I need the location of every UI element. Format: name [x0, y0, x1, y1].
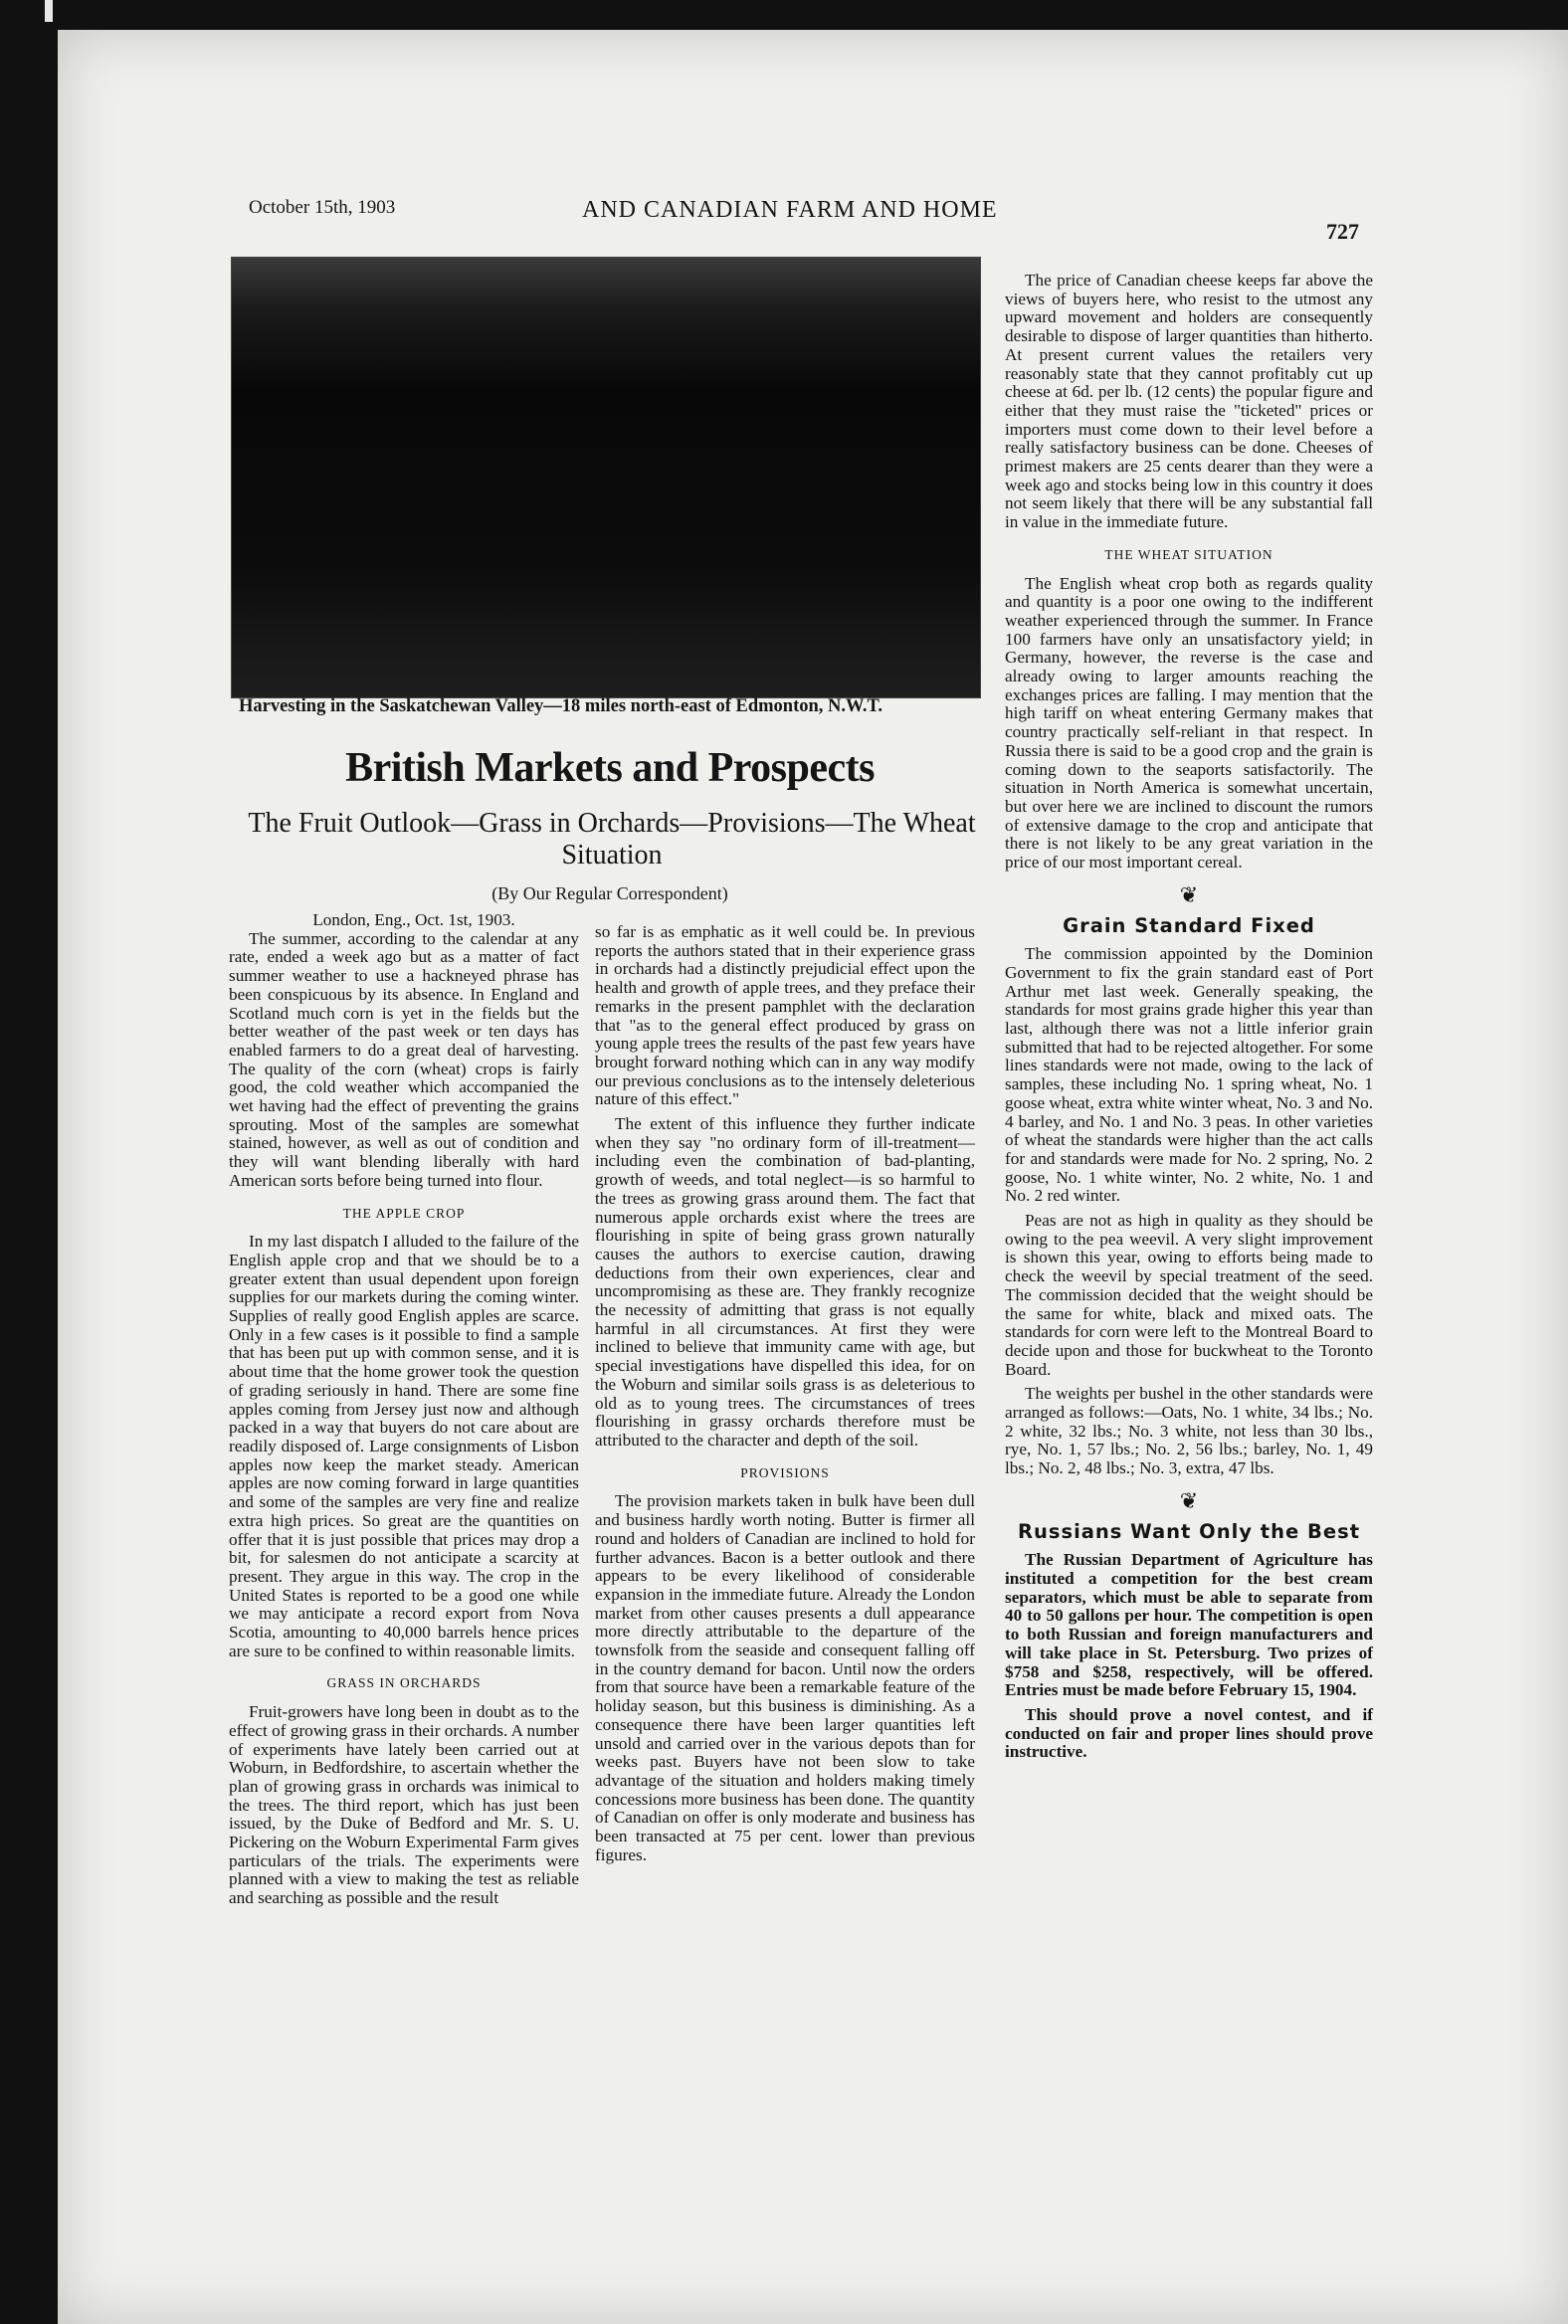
- grain-paragraph-3: The weights per bushel in the other standards were arranged as follows:—Oats, No. 1 white, 34 lbs.; No. 2 white, 32 lbs.; No. 3 white, not less than 30 lbs., rye, No. 1, 57 lbs.; No. 2, 56 lbs.; barley, No. 1, 49 lbs.; No. 2, 48 lbs.; No. 3, extra, 47 lbs.: [1005, 1384, 1373, 1478]
- journal-title: AND CANADIAN FARM AND HOME: [582, 197, 998, 223]
- russians-paragraph-2: This should prove a novel contest, and if conducted on fair and proper lines should prove instructive.: [1005, 1704, 1373, 1762]
- ornament-leaf-2: ❦: [1179, 1487, 1199, 1513]
- grass-heading: GRASS IN ORCHARDS: [326, 1675, 482, 1691]
- article-title: British Markets and Prospects: [345, 745, 875, 791]
- article-dateline: London, Eng., Oct. 1st, 1903.: [312, 910, 515, 929]
- apple-crop-paragraph: In my last dispatch I alluded to the failure of the English apple crop and that we should be to a greater extent than usual dependent upon foreign supplies for our markets during the coming winter. Supplies of really good English apples are scarce. Only in a few cases is it possible to find a sample that has been put up with common sense, and it is about time that the home grower took the question of grading seriously in hand. There are some fine apples coming from Jersey just now and although packed in a way that buyers do not care about are readily disposed of. Large consignments of Lisbon apples now keep the market steady. American apples are now coming forward in large quantities and some of the samples are very fine and realize extra high prices. So great are the quantities on offer that it is just possible that prices may drop a bit, for salesmen do not anticipate a scarcity at present. They argue in this way. The crop in the United States is reported to be a good one while we may anticipate a record export from Nova Scotia, amounting to 40,000 barrels hence prices are sure to be confined to within reasonable limits.: [229, 1232, 579, 1660]
- issue-date: October 15th, 1903: [249, 197, 396, 218]
- cheese-paragraph: The price of Canadian cheese keeps far above the views of buyers here, who resist to the utmost any upward movement and holders are consequently desirable to dispose of larger quantities than hitherto. At present current values the retailers very reasonably state that they cannot profitably cut up cheese at 6d. per lb. (12 cents) the popular figure and either that they must raise the "ticketed" prices or importers must come down to their level before a really satisfactory business can be done. Cheeses of primest makers are 25 cents dearer than they were a week ago and stocks being low in this country it does not seem likely that there will be any substantial fall in value in the immediate future.: [1005, 271, 1373, 532]
- grass-paragraph-continued: so far is as emphatic as it well could be. In previous reports the authors stated that in their experience grass in orchards had a distinctly prejudicial effect upon the health and growth of apple trees, and they preface their remarks in the present pamphlet with the declaration that "as to the general effect produced by grass on young apple trees the results of the past few years have brought forward nothing which can in any way modify our previous conclusions as to the intensely deleterious nature of this effect.": [595, 922, 975, 1109]
- russians-heading: Russians Want Only the Best: [1017, 1519, 1361, 1543]
- wheat-heading: THE WHEAT SITUATION: [1104, 546, 1274, 562]
- wheat-paragraph: The English wheat crop both as regards quality and quantity is a poor one owing to the indifferent weather experienced through the summer. In France 100 farmers have only an unsatisfactory yield; in Germany, however, the reverse is the case and already owing to larger amounts reaching the exchanges prices are falling. I may mention that the high tariff on wheat entering Germany makes that country practically self-reliant in that respect. In Russia there is said to be a good crop and the grain is coming down to the seaports satisfactorily. The situation in North America is somewhat uncertain, but over here we are inclined to discount the rumors of extensive damage to the crop and anticipate that there is not likely to be any great variation in the price of our most important cereal.: [1005, 573, 1373, 872]
- column-2: [595, 923, 975, 1864]
- russians-paragraph-1: The Russian Department of Agriculture has instituted a competition for the best cream separators, which must be able to separate from 40 to 50 gallons per hour. The competition is open to both Russian and foreign manufacturers and will take place in St. Petersburg. Two prizes of $758 and $258, respectively, will be offered. Entries must be made before February 15, 1904.: [1005, 1550, 1373, 1700]
- grain-paragraph-2: Peas are not as high in quality as they should be owing to the pea weevil. A very slight improvement is shown this year, owing to efforts being made to check the weevil by special treatment of the seed. The commission decided that the weight should be the same for white, black and mixed oats. The standards for corn were left to the Montreal Board to decide upon and those for buckwheat to the Toronto Board.: [1005, 1211, 1373, 1379]
- grain-paragraph-1: The commission appointed by the Dominion Government to fix the grain standard east of Port Arthur met last week. Generally speaking, the standards for most grains grade higher this year than last, although there was not a little inferior grain submitted that had to be rejected altogether. For some lines standards were not made, owing to the lack of samples, these including No. 1 spring wheat, No. 1 goose wheat, extra white winter wheat, No. 3 and No. 4 barley, and No. 1 and No. 3 peas. In other varieties of wheat the standards were higher than the act calls for and standards were made for No. 2 spring, No. 2 goose, No. 1 white winter, No. 2 white, No. 1 and No. 2 red winter.: [1005, 944, 1373, 1206]
- apple-crop-heading: THE APPLE CROP: [342, 1205, 466, 1221]
- page-number: 727: [1326, 219, 1359, 244]
- column-3: [1005, 272, 1373, 1762]
- film-edge-mark: [45, 0, 53, 22]
- grass-paragraph-2: The extent of this influence they further indicate when they say "no ordinary form of ill-treatment—including even the combination of bad-planting, growth of weeds, and total neglect—is so harmful to the trees as growing grass around them. The fact that numerous apple orchards exist where the trees are flourishing in spite of being grass grown naturally causes the authors to exercise caution, drawing deductions from their own experiences, clear and uncompromising as these are. They frankly recognize the necessity of admitting that grass is not equally harmful in all circumstances. At first they were inclined to believe that immunity came with age, but special investigations have dispelled this idea, for on the Woburn and similar soils grass is as deleterious to old as to young trees. The circumstances of trees flourishing in grassy orchards therefore must be attributed to the character and depth of the soil.: [595, 1114, 975, 1450]
- intro-paragraph: The summer, according to the calendar at any rate, ended a week ago but as a matter of fact summer weather to use a hackneyed phrase has been conspicuous by its absence. In England and Scotland much corn is yet in the fields but the better weather of the past week or ten days has enabled farmers to do a great deal of harvesting. The quality of the corn (wheat) crops is fairly good, the cold weather which accompanied the wet having had the effect of preventing the grains sprouting. Most of the samples are somewhat stained, however, as well as out of condition and they will want blending liberally with hard American sorts before being turned into flour.: [229, 928, 579, 1190]
- provisions-heading: PROVISIONS: [740, 1464, 830, 1480]
- harvest-photo: [231, 257, 981, 698]
- grass-paragraph: Fruit-growers have long been in doubt as to the effect of growing grass in their orchards. A number of experiments have lately been carried out at Woburn, in Bedfordshire, to ascertain whether the plan of growing grass in orchards was inimical to the trees. The third report, which has just been issued, by the Duke of Bedford and Mr. S. U. Pickering on the Woburn Experimental Farm gives particulars of the trials. The experiments were planned with a view to making the test as reliable and searching as possible and the result: [229, 1702, 579, 1908]
- ornament-leaf-1: ❦: [1179, 881, 1199, 907]
- column-1: [229, 911, 579, 1908]
- provisions-paragraph: The provision markets taken in bulk have been dull and business hardly worth noting. Butter is firmer all round and holders of Canadian are inclined to hold for further advances. Bacon is a better outlook and there appears to be every likelihood of considerable expansion in the immediate future. Already the London market from other causes presents a dull appearance more directly attributable to the departure of the townsfolk from the seaside and consequent falling off in the country demand for bacon. Until now the orders from that source have been a remarkable feature of the holiday season, but this business is diminishing. As a consequence there have been larger quantities left unsold and carried over in the various depots than for weeks past. Buyers have not been slow to take advantage of the situation and holders making timely concessions more business has been done. The quantity of Canadian on offer is only moderate and business has been transacted at 75 per cent. lower than previous figures.: [595, 1491, 975, 1864]
- article-subtitle: The Fruit Outlook—Grass in Orchards—Provisions—The Wheat Situation: [248, 808, 976, 871]
- article-byline: (By Our Regular Correspondent): [491, 883, 728, 903]
- photo-caption: Harvesting in the Saskatchewan Valley—18 miles north-east of Edmonton, N.W.T.: [239, 696, 883, 716]
- grain-standard-heading: Grain Standard Fixed: [1063, 913, 1315, 937]
